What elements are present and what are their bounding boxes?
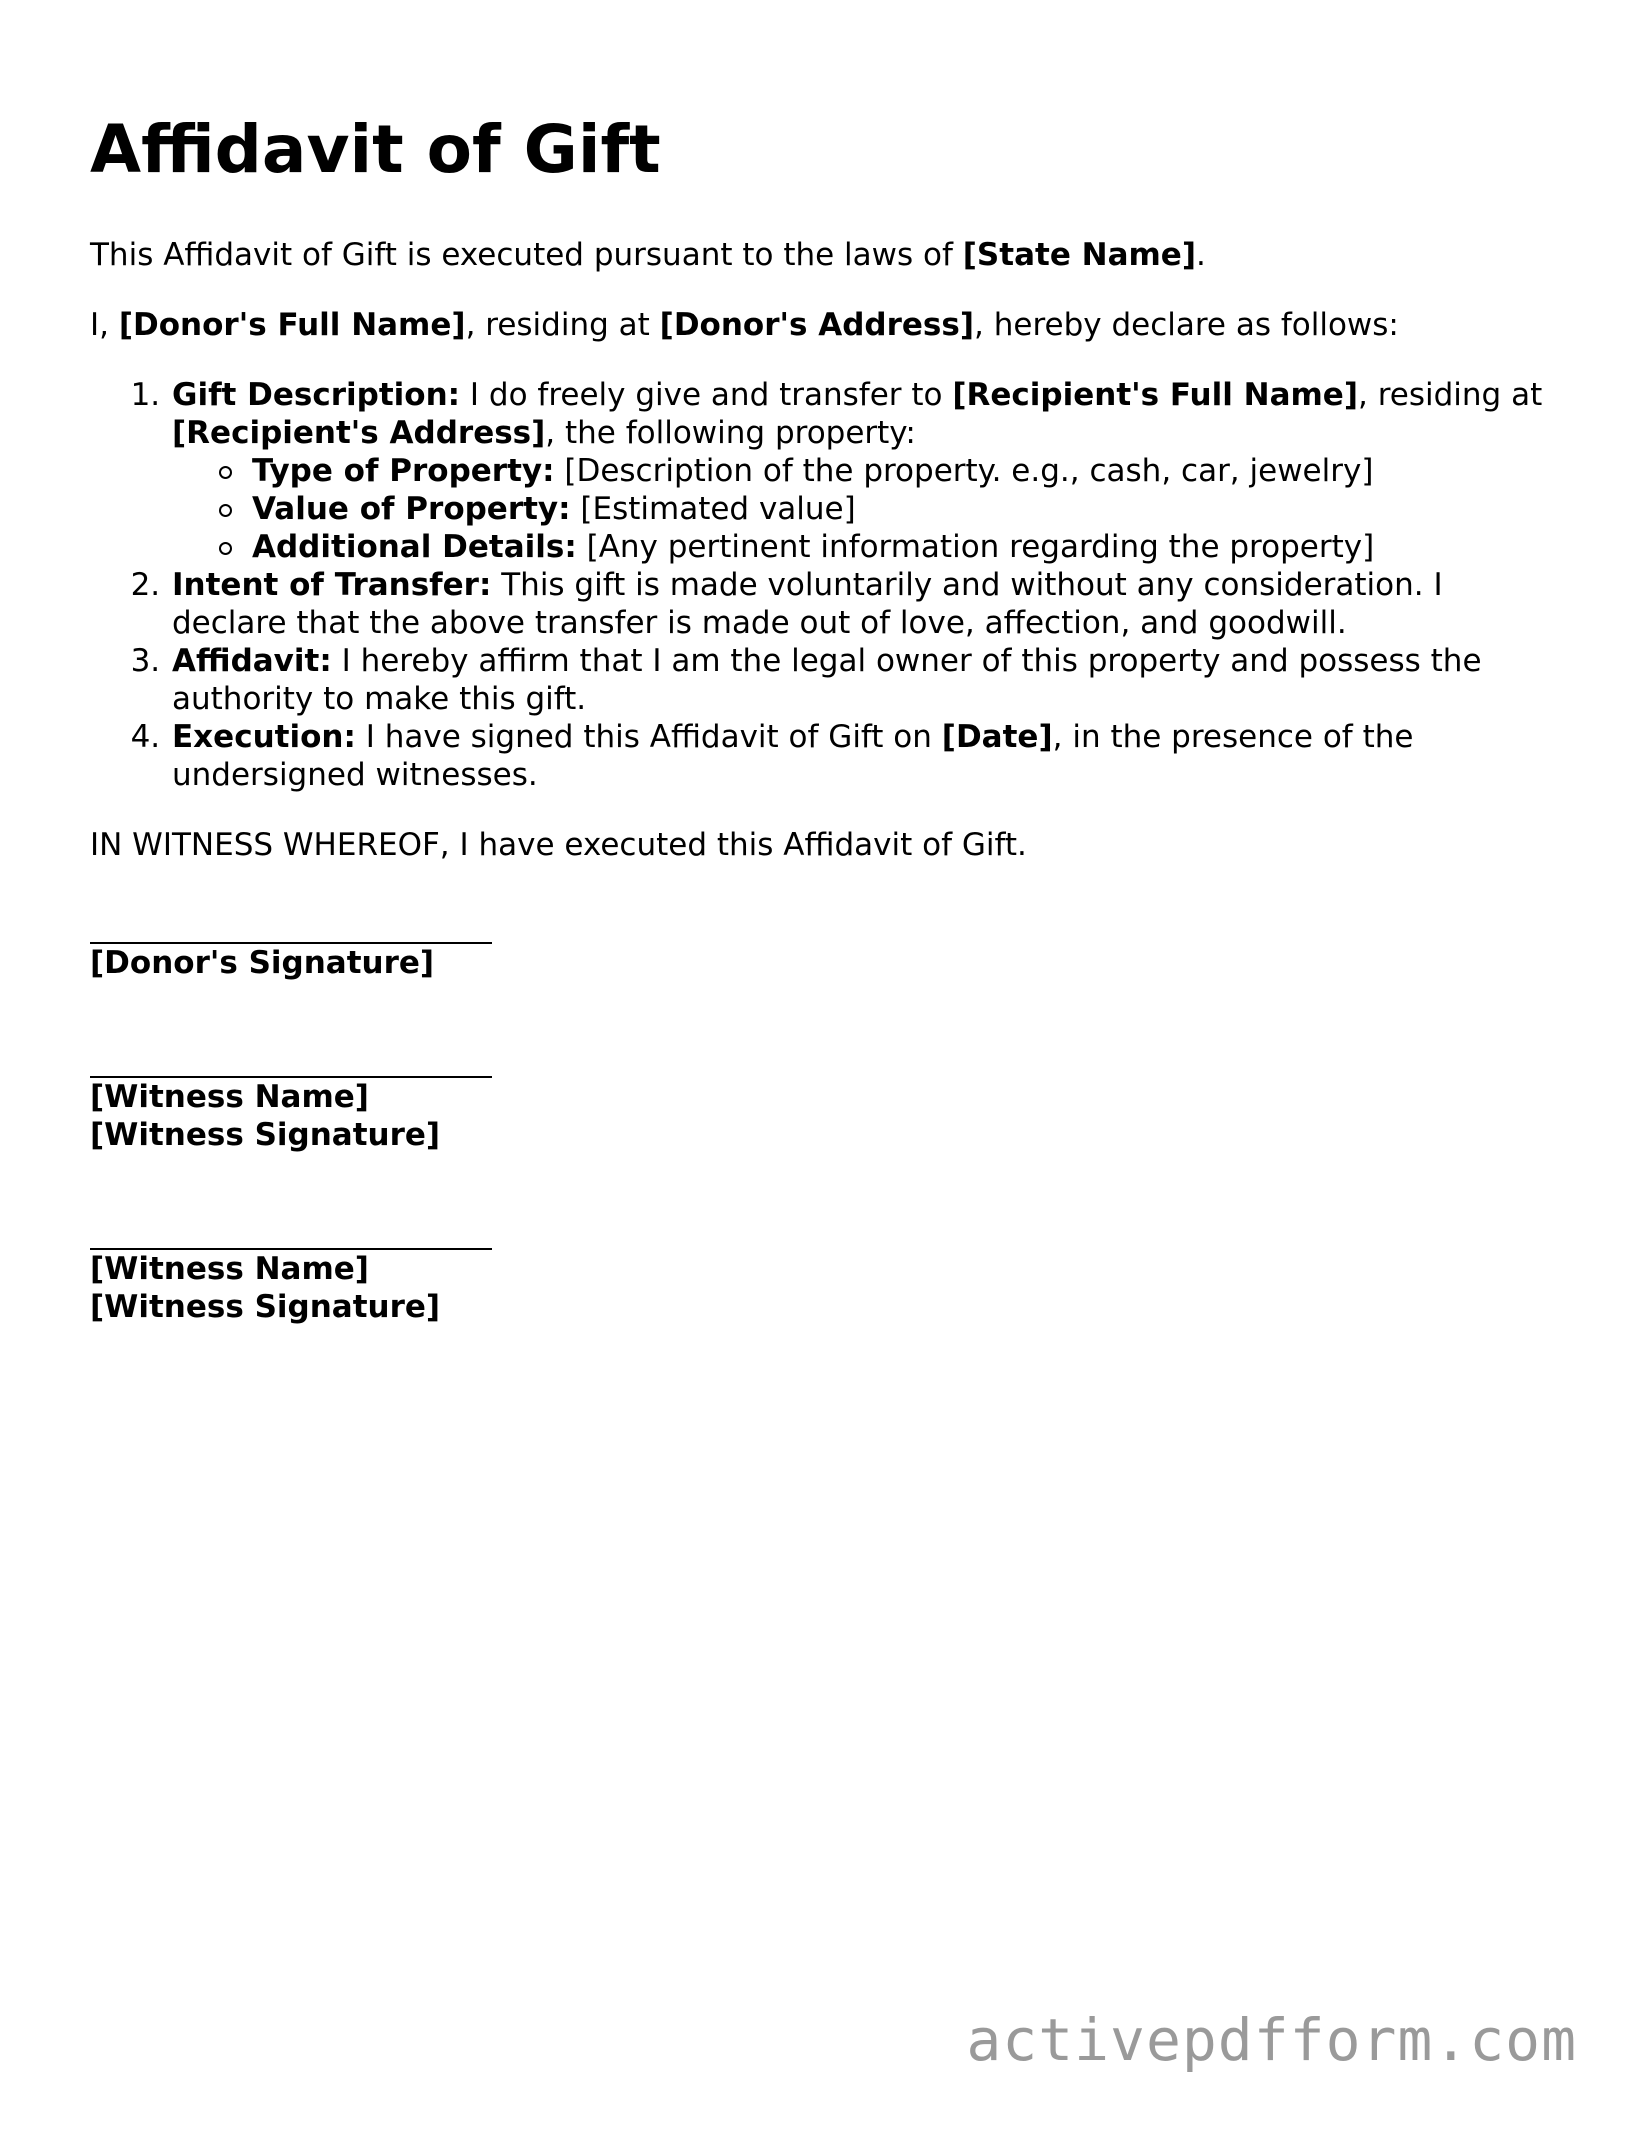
witness-2-signature-label: [Witness Signature] [90, 1289, 441, 1325]
list-item-intent [170, 566, 1560, 642]
recipient-name-placeholder: [Recipient's Full Name] [952, 377, 1358, 413]
state-name-placeholder: [State Name] [962, 237, 1196, 273]
intent-text: This gift is made voluntarily and without any consideration. I declare that the above transfer is made out of love, affection, and goodwill. [172, 567, 1443, 641]
intro-paragraph [90, 236, 1560, 274]
sublist-item-type [252, 452, 1560, 490]
type-of-property-label: Type of Property: [252, 453, 555, 489]
declaration-prefix: I, [90, 307, 119, 343]
sublist-item-details [252, 528, 1560, 566]
donor-signature-label: [Donor's Signature] [90, 945, 435, 981]
witness-2-signature-line[interactable] [90, 1222, 492, 1250]
execution-label: Execution: [172, 719, 356, 755]
witness-1-signature-line[interactable] [90, 1050, 492, 1078]
witness-clause: IN WITNESS WHEREOF, I have executed this Affidavit of Gift. [90, 827, 1027, 863]
value-of-property-label: Value of Property: [252, 491, 571, 527]
list-item-gift-description [170, 376, 1560, 566]
intent-label: Intent of Transfer: [172, 567, 492, 603]
gift-text-3: , the following property: [545, 415, 916, 451]
execution-text-2: , in the presence of the undersigned witnesses. [172, 719, 1414, 793]
signature-section [90, 916, 1560, 1326]
date-placeholder: [Date] [941, 719, 1053, 755]
witness-1-signature-label: [Witness Signature] [90, 1117, 441, 1153]
list-item-execution [170, 718, 1560, 794]
donor-address-placeholder: [Donor's Address] [659, 307, 975, 343]
value-of-property-text: [Estimated value] [570, 491, 856, 527]
donor-signature-line[interactable] [90, 916, 492, 944]
additional-details-text: [Any pertinent information regarding the property] [576, 529, 1375, 565]
recipient-address-placeholder: [Recipient's Address] [172, 415, 546, 451]
declaration-mid: , residing at [465, 307, 660, 343]
declaration-paragraph [90, 306, 1560, 344]
affidavit-label: Affidavit: [172, 643, 332, 679]
gift-description-label: Gift Description: [172, 377, 461, 413]
affidavit-text: I hereby affirm that I am the legal owner of this property and possess the authority to make this gift. [172, 643, 1482, 717]
intro-suffix: . [1196, 237, 1206, 273]
type-of-property-text: [Description of the property. e.g., cash, car, jewelry] [554, 453, 1374, 489]
watermark: activepdfform.com [966, 2006, 1577, 2074]
declaration-list [90, 376, 1560, 794]
additional-details-label: Additional Details: [252, 529, 577, 565]
donor-name-placeholder: [Donor's Full Name] [118, 307, 466, 343]
intro-prefix: This Affidavit of Gift is executed pursuant to the laws of [90, 237, 963, 273]
witness-1-name-label: [Witness Name] [90, 1079, 369, 1115]
gift-text-2: , residing at [1358, 377, 1543, 413]
gift-text-1: I do freely give and transfer to [460, 377, 953, 413]
sublist-item-value [252, 490, 1560, 528]
page-title: Affidavit of Gift [90, 111, 661, 188]
document-page [90, 110, 1560, 1326]
list-item-affidavit [170, 642, 1560, 718]
execution-text-1: I have signed this Affidavit of Gift on [355, 719, 942, 755]
witness-2-name-label: [Witness Name] [90, 1251, 369, 1287]
property-sublist [172, 452, 1560, 566]
declaration-suffix: , hereby declare as follows: [974, 307, 1399, 343]
